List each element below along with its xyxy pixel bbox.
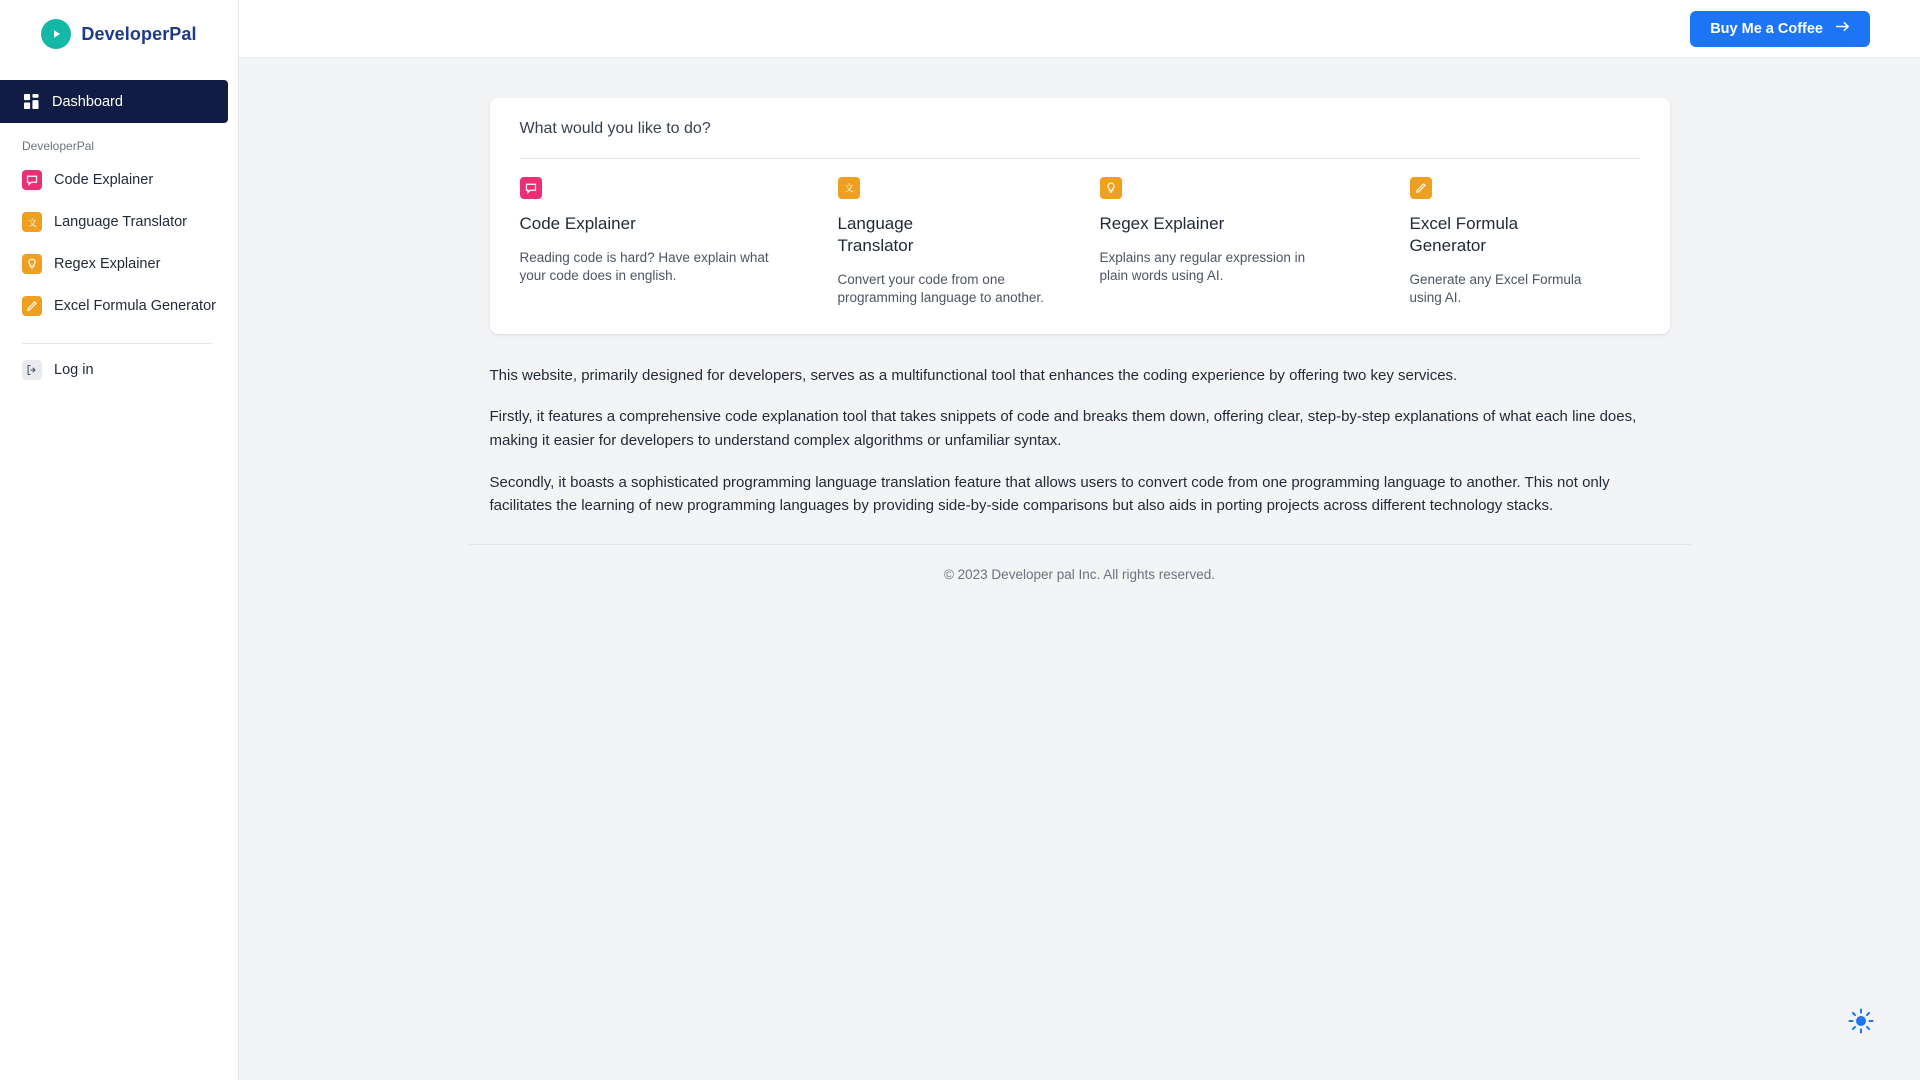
svg-text:文: 文 [27, 218, 37, 229]
sun-icon [1847, 1007, 1875, 1040]
arrow-right-icon [1835, 20, 1850, 37]
description-paragraph-2: Firstly, it features a comprehensive code explanation tool that takes snippets of code and breaks them down, offering clear, step-by-step explanations of what each line does, making it easier for developers to understand complex algorithms or unfamiliar syntax. [489, 408, 1637, 449]
topbar [239, 0, 1920, 58]
tile-title: Regex Explainer [1099, 214, 1225, 233]
description-paragraph-1: This website, primarily designed for developers, serves as a multifunctional tool that enhances the coding experience by offering two key services. [489, 366, 1458, 384]
tile-regex-explainer[interactable] [1080, 159, 1360, 308]
brand-name: DeveloperPal [81, 23, 197, 44]
sidebar-item-regex-explainer-label: Regex Explainer [54, 256, 161, 272]
sidebar-item-language-translator[interactable] [0, 201, 238, 243]
sidebar-item-login[interactable] [0, 344, 238, 380]
sidebar-item-language-translator-label: Language Translator [54, 214, 188, 230]
main-area [239, 0, 1920, 1080]
sidebar-item-login-label: Log in [54, 362, 94, 378]
tile-description: Reading code is hard? Have explain what your code does in english. [519, 250, 769, 284]
theme-toggle-button[interactable] [1844, 1006, 1878, 1040]
lightbulb-icon [1100, 177, 1122, 199]
footer-copyright: © 2023 Developer pal Inc. All rights reserved. [943, 567, 1216, 583]
translate-icon [838, 177, 860, 199]
sidebar-item-excel-formula-generator-label: Excel Formula Generator [54, 298, 216, 314]
description-section [490, 364, 1670, 518]
tile-excel-formula-generator[interactable] [1360, 159, 1640, 308]
buy-me-a-coffee-button[interactable] [1690, 11, 1870, 47]
actions-card [490, 98, 1670, 334]
chat-code-icon [22, 170, 42, 190]
translate-icon [22, 212, 42, 232]
play-circle-icon [41, 19, 71, 49]
sidebar-group-label: DeveloperPal [22, 139, 95, 153]
chat-code-icon [520, 177, 542, 199]
pencil-icon [1410, 177, 1432, 199]
tile-description: Generate any Excel Formula using AI. [1409, 272, 1582, 306]
login-arrow-icon [22, 360, 42, 380]
brand[interactable] [0, 0, 238, 68]
tile-code-explainer[interactable] [520, 159, 800, 308]
tile-title: Language Translator [837, 214, 914, 256]
pencil-icon [22, 296, 42, 316]
tile-language-translator[interactable] [800, 159, 1080, 308]
buy-me-a-coffee-label: Buy Me a Coffee [1710, 20, 1823, 37]
description-paragraph-3: Secondly, it boasts a sophisticated programming language translation feature that allows users to convert code from one programming language to another. This not only facilitates the learning of new programming languages by providing side-by-side comparisons but also aids in porting projects across different technology stacks. [489, 473, 1610, 515]
sidebar-item-code-explainer-label: Code Explainer [54, 172, 154, 188]
footer-divider [469, 544, 1691, 545]
sidebar-item-excel-formula-generator[interactable] [0, 285, 238, 327]
dashboard-grid-icon [22, 93, 40, 111]
action-tiles [520, 159, 1640, 308]
sidebar-item-code-explainer[interactable] [0, 159, 238, 201]
sidebar [0, 0, 239, 1080]
sidebar-item-dashboard[interactable] [0, 80, 228, 123]
tile-description: Explains any regular expression in plain words using AI. [1099, 250, 1306, 284]
content [239, 58, 1920, 582]
tile-title: Code Explainer [519, 214, 636, 233]
tile-title: Excel Formula Generator [1409, 214, 1519, 256]
sidebar-item-dashboard-label: Dashboard [52, 93, 123, 110]
svg-text:文: 文 [843, 183, 854, 195]
tile-description: Convert your code from one programming language to another. [837, 272, 1044, 306]
sidebar-item-regex-explainer[interactable] [0, 243, 238, 285]
lightbulb-icon [22, 254, 42, 274]
card-title: What would you like to do? [519, 120, 711, 137]
